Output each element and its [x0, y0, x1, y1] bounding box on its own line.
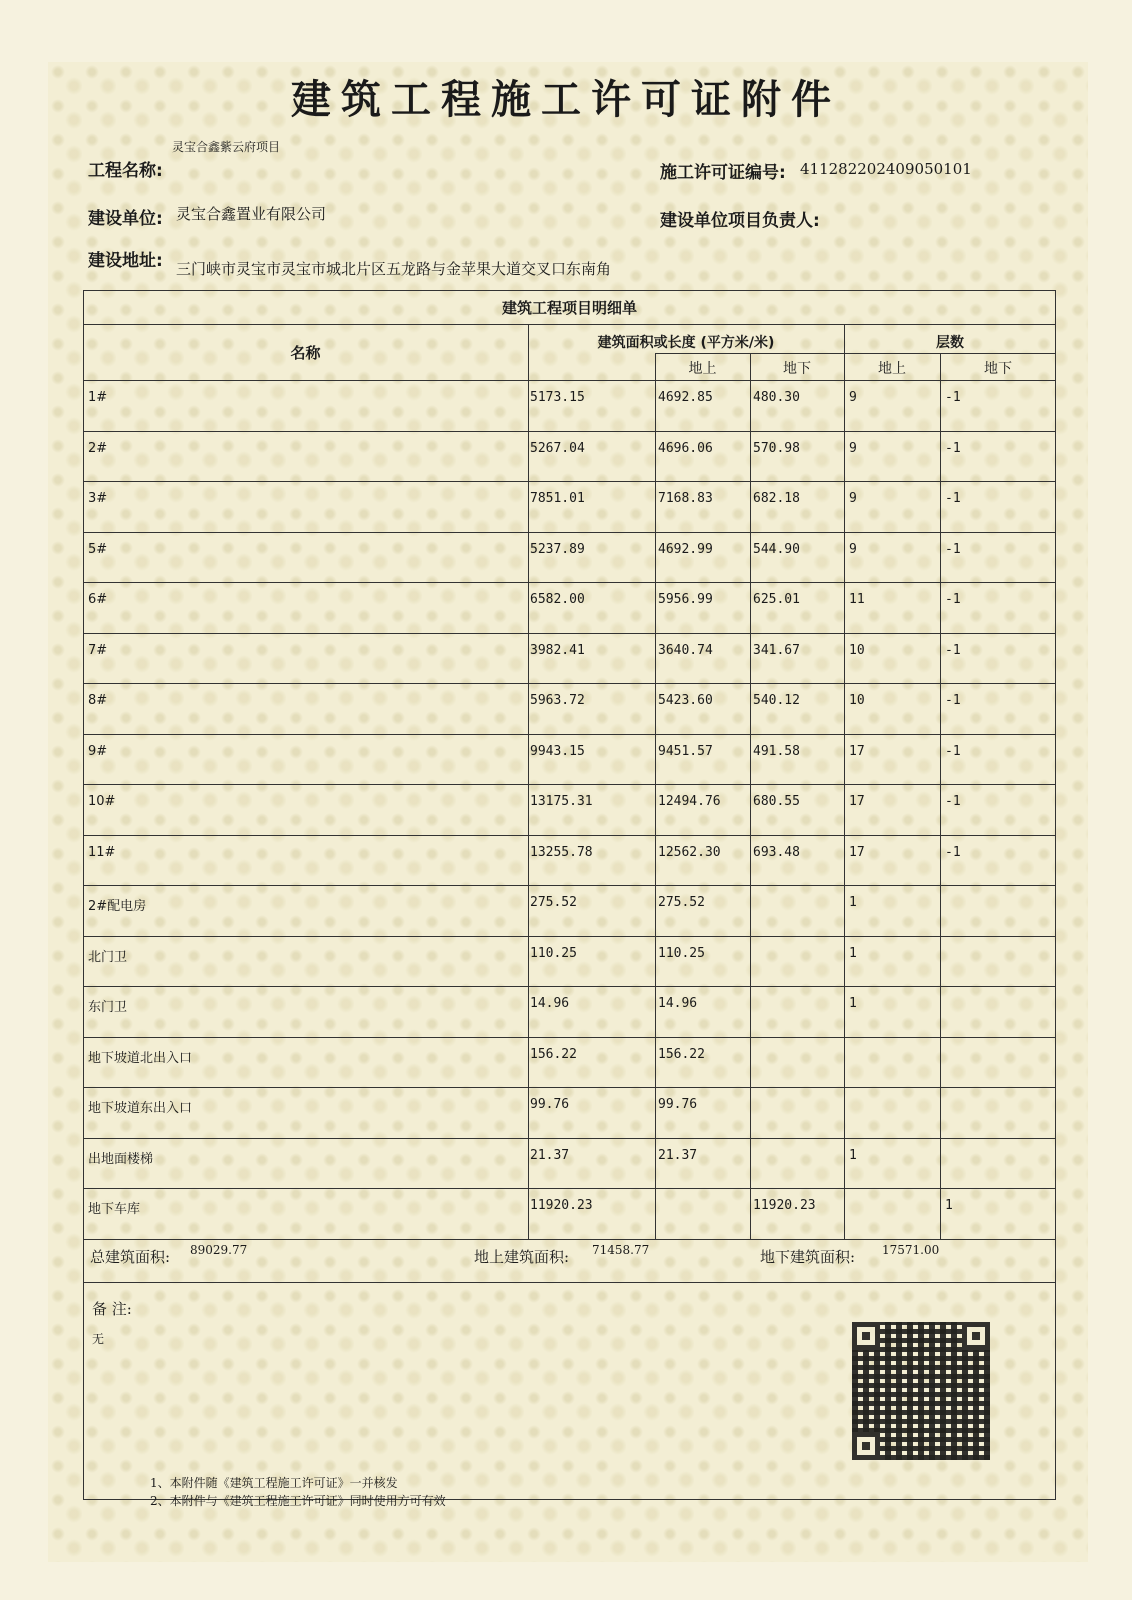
total-area-value: 89029.77: [190, 1243, 248, 1257]
table-rule: [83, 835, 1056, 836]
col-header-floors-below: 地下: [984, 361, 1012, 377]
table-rule: [83, 986, 1056, 987]
table-cell-floors-above: 9: [849, 440, 857, 456]
below-area-label: 地下建筑面积:: [760, 1248, 856, 1266]
table-cell-name: 北门卫: [88, 949, 128, 965]
note-1: 1、本附件随《建筑工程施工许可证》一并核发: [150, 1476, 398, 1490]
table-cell-floors-above: 1: [849, 996, 857, 1011]
table-cell-name: 地下车库: [88, 1202, 141, 1217]
table-cell-above: 3640.74: [658, 642, 713, 658]
table-cell-floors-below: -1: [945, 844, 961, 860]
table-rule: [844, 353, 845, 1239]
remarks-value: 无: [92, 1332, 105, 1346]
table-cell-floors-above: 9: [849, 541, 857, 557]
table-cell-name: 2#: [88, 440, 108, 456]
col-header-floors: 层数: [936, 335, 964, 351]
table-cell-name: 地下坡道东出入口: [88, 1101, 193, 1116]
remarks-label: 备 注:: [92, 1300, 132, 1318]
table-cell-name: 8#: [88, 693, 108, 708]
table-cell-floors-below: -1: [945, 541, 961, 557]
table-cell-name: 9#: [88, 743, 108, 759]
table-cell-floors-below: -1: [945, 794, 961, 809]
table-rule: [528, 324, 529, 1239]
table-cell-floors-below: -1: [945, 743, 961, 759]
table-cell-floors-above: 10: [849, 693, 865, 708]
table-rule: [83, 324, 1056, 325]
table-cell-name: 地下坡道北出入口: [88, 1050, 193, 1066]
table-cell-floors-below: -1: [945, 390, 961, 405]
table-cell-total: 3982.41: [530, 642, 585, 658]
table-cell-total: 13175.31: [530, 794, 593, 809]
table-cell-above: 4692.85: [658, 390, 713, 405]
permit-number-label: 施工许可证编号:: [660, 163, 786, 183]
table-cell-below: 682.18: [753, 491, 800, 506]
table-cell-name: 3#: [88, 491, 108, 506]
table-rule: [83, 734, 1056, 735]
table-cell-total: 110.25: [530, 945, 577, 961]
table-cell-below: 341.67: [753, 642, 800, 658]
col-header-area-below: 地下: [783, 361, 811, 377]
table-cell-above: 12562.30: [658, 844, 721, 860]
builder-value: 灵宝合鑫置业有限公司: [176, 205, 327, 223]
table-cell-name: 东门卫: [88, 1000, 128, 1015]
table-rule: [83, 1138, 1056, 1139]
table-cell-above: 21.37: [658, 1147, 698, 1163]
table-cell-floors-below: -1: [945, 440, 961, 456]
table-rule: [83, 1282, 1056, 1283]
table-cell-below: 693.48: [753, 844, 800, 860]
table-cell-above: 14.96: [658, 996, 698, 1011]
table-rule: [83, 380, 1056, 381]
table-cell-above: 9451.57: [658, 743, 713, 759]
table-cell-total: 13255.78: [530, 844, 593, 860]
table-cell-total: 5173.15: [530, 390, 585, 405]
table-cell-below: 544.90: [753, 541, 800, 557]
table-cell-above: 110.25: [658, 945, 705, 961]
table-rule: [83, 431, 1056, 432]
table-rule: [83, 633, 1056, 634]
table-cell-total: 99.76: [530, 1097, 570, 1112]
table-cell-floors-below: 1: [945, 1198, 953, 1213]
table-rule: [83, 936, 1056, 937]
table-cell-total: 21.37: [530, 1147, 570, 1163]
table-cell-floors-above: 9: [849, 491, 857, 506]
table-cell-floors-above: 1: [849, 1147, 857, 1163]
table-cell-above: 99.76: [658, 1097, 698, 1112]
table-rule: [750, 353, 751, 1239]
table-cell-floors-below: -1: [945, 592, 961, 607]
table-cell-above: 4696.06: [658, 440, 713, 456]
table-cell-floors-above: 1: [849, 945, 857, 961]
table-cell-below: 625.01: [753, 592, 800, 607]
builder-label: 建设单位:: [88, 209, 163, 229]
table-cell-name: 6#: [88, 592, 108, 607]
table-rule: [83, 885, 1056, 886]
address-value: 三门峡市灵宝市灵宝市城北片区五龙路与金苹果大道交叉口东南角: [176, 260, 612, 278]
table-cell-total: 275.52: [530, 895, 577, 910]
table-rule: [940, 353, 941, 1239]
table-cell-floors-below: -1: [945, 491, 961, 506]
table-cell-total: 5267.04: [530, 440, 585, 456]
table-cell-name: 10#: [88, 794, 116, 809]
table-cell-floors-above: 1: [849, 895, 857, 910]
col-header-area-above: 地上: [688, 361, 717, 377]
table-cell-floors-below: -1: [945, 642, 961, 658]
table-cell-total: 5237.89: [530, 541, 585, 557]
table-cell-name: 1#: [88, 390, 108, 405]
table-cell-name: 5#: [88, 541, 108, 557]
table-cell-floors-above: 10: [849, 642, 865, 658]
table-rule: [83, 1037, 1056, 1038]
note-2: 2、本附件与《建筑工程施工许可证》同时使用方可有效: [150, 1494, 446, 1508]
table-cell-floors-above: 17: [849, 844, 865, 860]
table-cell-above: 5423.60: [658, 693, 713, 708]
table-cell-below: 570.98: [753, 440, 800, 456]
table-cell-below: 491.58: [753, 743, 800, 759]
table-cell-name: 2#配电房: [88, 899, 147, 914]
table-cell-total: 156.22: [530, 1046, 577, 1062]
table-cell-name: 出地面楼梯: [88, 1151, 154, 1167]
project-name-value: 灵宝合鑫紫云府项目: [172, 140, 281, 154]
table-cell-below: 11920.23: [753, 1198, 816, 1213]
table-rule: [83, 532, 1056, 533]
table-rule: [844, 353, 1056, 354]
permit-number-value: 411282202409050101: [800, 160, 972, 178]
document-title: 建筑工程施工许可证附件: [291, 77, 841, 123]
qr-finder-icon: [852, 1322, 880, 1350]
table-cell-above: 156.22: [658, 1046, 705, 1062]
above-area-value: 71458.77: [592, 1243, 650, 1257]
qr-finder-icon: [852, 1432, 880, 1460]
table-cell-name: 7#: [88, 642, 108, 658]
col-header-floors-above: 地上: [878, 361, 906, 377]
table-cell-floors-above: 9: [849, 390, 857, 405]
col-header-area: 建筑面积或长度 (平方米/米): [597, 335, 775, 351]
table-cell-floors-above: 11: [849, 592, 865, 607]
builder-manager-label: 建设单位项目负责人:: [660, 211, 820, 231]
table-cell-total: 5963.72: [530, 693, 585, 708]
above-area-label: 地上建筑面积:: [474, 1248, 570, 1266]
below-area-value: 17571.00: [882, 1243, 940, 1257]
total-area-label: 总建筑面积:: [90, 1248, 171, 1266]
table-rule: [83, 1239, 1056, 1240]
project-name-label: 工程名称:: [88, 161, 163, 181]
table-rule: [83, 1087, 1056, 1088]
table-cell-name: 11#: [88, 844, 116, 860]
table-rule: [83, 784, 1056, 785]
table-cell-below: 480.30: [753, 390, 800, 405]
table-rule: [83, 582, 1056, 583]
table-caption: 建筑工程项目明细单: [501, 299, 637, 317]
table-cell-above: 7168.83: [658, 491, 713, 506]
col-header-name: 名称: [290, 344, 321, 362]
table-cell-total: 9943.15: [530, 743, 585, 759]
table-cell-above: 275.52: [658, 895, 705, 910]
qr-code: [852, 1322, 990, 1460]
qr-finder-icon: [962, 1322, 990, 1350]
table-cell-floors-below: -1: [945, 693, 961, 708]
table-cell-total: 6582.00: [530, 592, 585, 607]
table-cell-total: 11920.23: [530, 1198, 593, 1213]
table-cell-above: 5956.99: [658, 592, 713, 607]
table-cell-total: 7851.01: [530, 491, 585, 506]
table-cell-floors-above: 17: [849, 794, 865, 809]
table-cell-floors-above: 17: [849, 743, 865, 759]
table-rule: [83, 683, 1056, 684]
table-cell-above: 4692.99: [658, 541, 713, 557]
table-cell-below: 540.12: [753, 693, 800, 708]
table-rule: [655, 353, 656, 1239]
table-cell-below: 680.55: [753, 794, 800, 809]
table-rule: [83, 1188, 1056, 1189]
address-label: 建设地址:: [88, 251, 163, 271]
table-rule: [83, 481, 1056, 482]
table-cell-total: 14.96: [530, 996, 570, 1011]
table-cell-above: 12494.76: [658, 794, 721, 809]
